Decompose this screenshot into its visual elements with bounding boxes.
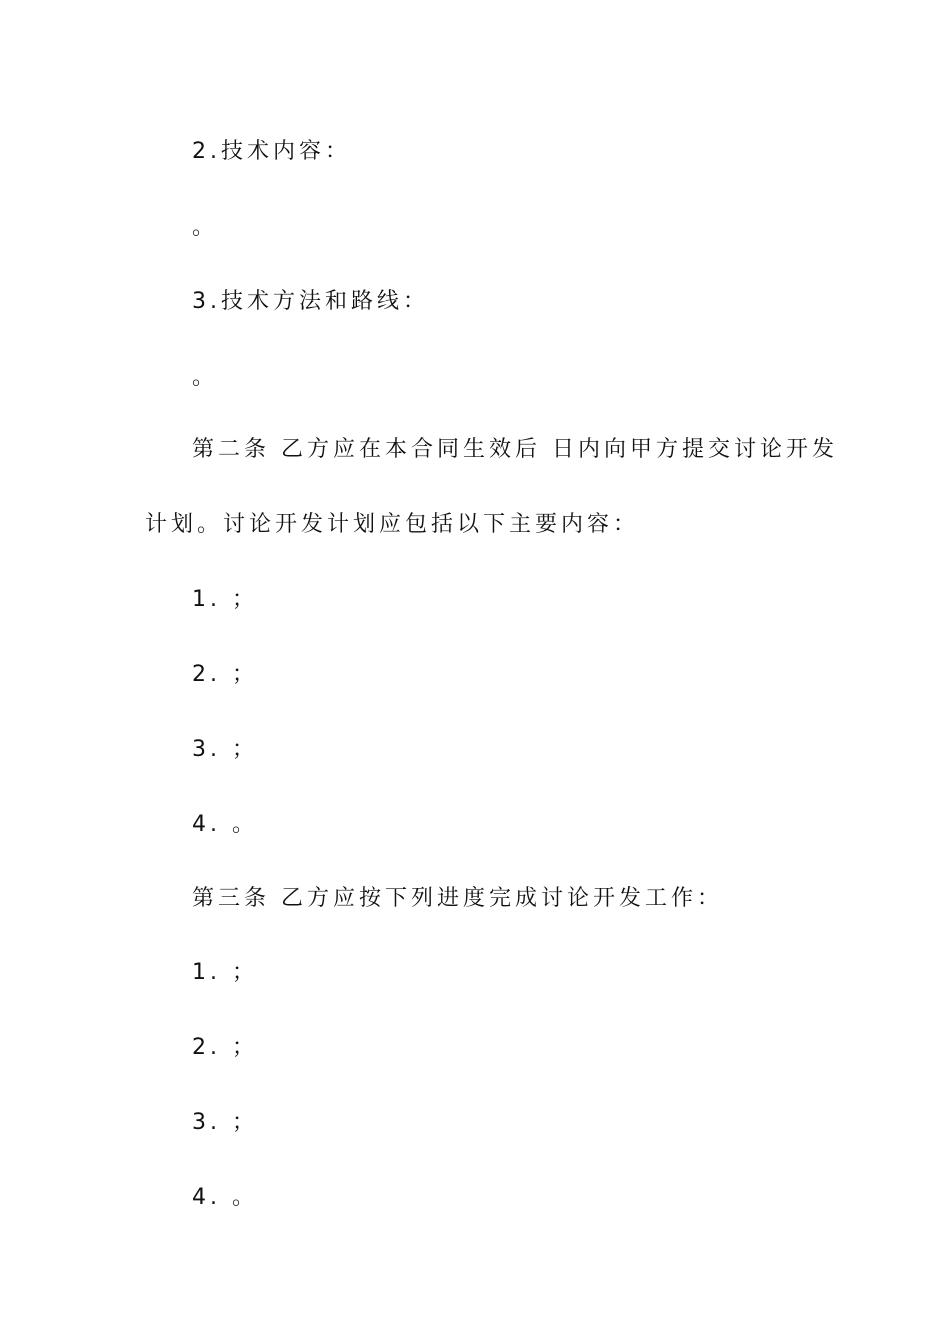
list-item: 1. ；	[192, 587, 258, 612]
section-heading-tech-content: 2.技术内容：	[192, 139, 351, 164]
blank-line-period: 。	[192, 215, 219, 240]
blank-line-period: 。	[192, 365, 219, 390]
article-two-continuation: 计划。讨论开发计划应包括以下主要内容：	[145, 512, 640, 537]
list-item: 4. 。	[192, 1185, 258, 1210]
list-item: 4. 。	[192, 812, 258, 837]
list-item: 3. ；	[192, 737, 258, 762]
list-item: 2. ；	[192, 662, 258, 687]
article-three-text: 第三条 乙方应按下列进度完成讨论开发工作：	[192, 886, 723, 911]
list-item: 1. ；	[192, 960, 258, 985]
article-two-text: 第二条 乙方应在本合同生效后 日内向甲方提交讨论开发	[192, 437, 838, 462]
section-heading-tech-method: 3.技术方法和路线：	[192, 289, 429, 314]
list-item: 2. ；	[192, 1035, 258, 1060]
list-item: 3. ；	[192, 1110, 258, 1135]
